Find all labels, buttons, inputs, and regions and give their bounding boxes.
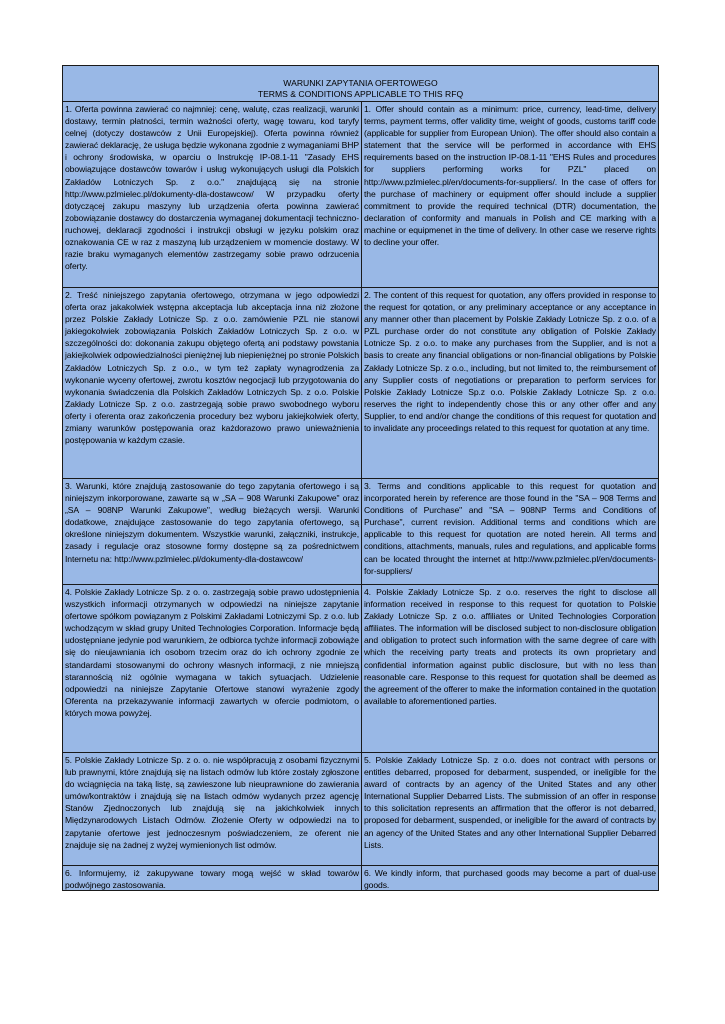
clause-polish: 2. Treść niniejszego zapytania ofertowego, otrzymana w jego odpowiedzi oferta oraz jakakolwiek wstępna akceptacja lub akceptacja inna niż złożone przez Polskie Zakłady Lotnicze Sp. z o.o. zamówienie PZL nie stanowi jakiegokolwiek zobowiązania Polskich Zakładów Lotniczych Sp. z o.o. w szczególności do: dokonania zakupu objętego ofertą ani podstawy powstania jakiejkolwiek odpowiedzialności pieniężnej lub niepieniężnej po stronie Polskich Zakładów Lotniczych Sp. z o.o., w tym też zapłaty wynagrodzenia za wykonanie wyceny ofertowej, zwrotu kosztów negocjacji lub przygotowania do wykonania świadczenia dla Polskich Zakładów Lotniczych Sp. z o.o. Polskie Zakłady Lotnicze Sp. z o.o. zastrzegają sobie prawo swobodnego wyboru oferty i oferenta oraz zakończenia procedury bez wyboru jakiejkolwiek oferty, zmiany warunków postępowania oraz każdorazowo prawo unieważnienia postępowania w każdym czasie. [63,288,362,478]
clause-polish: 3. Warunki, które znajdują zastosowanie do tego zapytania ofertowego i są niniejszym inkorporowane, zawarte są w „SA – 908 Warunki Zakupowe" oraz „SA – 908NP Warunki Zakupowe", według bieżących wersji. Warunki dodatkowe, znajdujące zastosowanie do tego zapytania ofertowego, są określone niniejszym dokumentem. Wszystkie warunki, załączniki, instrukcje, zasady i regulacje oraz stosowne formy dostępne są za pośrednictwem Internetu na: http://www.pzlmielec.pl/dokumenty-dla-dostawcow/ [63,479,362,584]
clause-polish: 4. Polskie Zakłady Lotnicze Sp. z o. o. zastrzegają sobie prawo udostępnienia wszystkich informacji otrzymanych w odpowiedzi na niniejsze zapytanie ofertowe spółkom powiązanym z Polskimi Zakładami Lotniczymi Sp. z o.o. lub wchodzącym w skład grupy United Technologies Corporation. Informacje będą udostępniane jedynie pod warunkiem, że odbiorca tychże informacji zobowiąże się do nieujawniania ich osobom trzecim oraz do ich ochrony zgodnie ze standardami stosowanymi do ochrony własnych informacji, z nie mniejszą starannością niż ogólnie wymagana w takich sytuacjach. Udzielenie odpowiedzi na niniejsze Zapytanie Ofertowe stanowi wyrażenie zgody Oferenta na przekazywanie informacji zawartych w ofercie podmiotom, o których mowa powyżej. [63,585,362,752]
table-row [63,753,658,866]
rfq-terms-table [62,65,659,891]
clause-polish: 6. Informujemy, iż zakupywane towary mogą wejść w skład towarów podwójnego zastosowania. [63,866,362,890]
title-english: TERMS & CONDITIONS APPLICABLE TO THIS RFQ [257,89,464,99]
clause-english: 5. Polskie Zakłady Lotnicze Sp. z o.o. does not contract with persons or entitles debarred, proposed for debarment, suspended, or ineligible for the award of contracts by an agency of the United States and any other International Supplier Debarred Lists. The submission of an offer in response to this solicitation represents an affirmation that the offeror is not debarred, proposed for debarment, suspended, or ineligible for the award of contracts by an agency of the United States and any other International Supplier Debarred Lists. [364,755,656,850]
title-polish: WARUNKI ZAPYTANIA OFERTOWEGO [283,78,438,88]
table-row [63,102,658,288]
clause-polish: 1. Oferta powinna zawierać co najmniej: cenę, walutę, czas realizacji, warunki dostawy, termin płatności, termin ważności oferty, wagę towaru, kod taryfy celnej (dotyczy dostawców z Unii Europejskiej). Oferta powinna również zawierać deklarację, że usługa będzie wykonana zgodnie z wymaganiami BHP i ochrony środowiska, w oparciu o Instrukcję IP-08.1-11 "Zasady EHS obowiązujące dostawców towarów i usług wykonujących usługi dla Polskich Zakładów Lotniczych Sp. z o.o." znajdującą się na stronie http://www.pzlmielec.pl/dokumenty-dla-dostawcow/ W przypadku oferty dotyczącej zakupu maszyny lub urządzenia oferta powinna zawierać zobowiązanie dostawcy do dostarczenia wymaganej dokumentacji techniczno- ruchowej, deklaracji zgodności i instrukcji obsługi w języku polskim oraz oznakowania CE w raz z maszyną lub urządzeniem w momencie dostawy. W razie braku wymaganych elementów zastrzegamy sobie prawo odrzucenia oferty. [63,102,362,287]
table-row [63,866,658,890]
clause-english: 3. Terms and conditions applicable to this request for quotation and incorporated herein by reference are those found in the "SA – 908 Terms and Conditions of Purchase" and "SA – 908NP Terms and Conditions of Purchase", current revision. Additional terms and conditions which are applicable to this request for quotation are noted herein. All terms and conditions, attachments, manuals, rules and regulations, and applicable forms can be located throught the internet at http://www.pzlmielec.pl/en/documents-for-suppliers/ [364,481,656,576]
clause-english: 4. Polskie Zakłady Lotnicze Sp. z o.o. reserves the right to disclose all information received in response to this request for quotation to Polskie Zakłady Lotnicze Sp. z o.o. affiliates or United Technologies Corporation affiliates. The information will be disclosed subject to non-disclosure obligation and obligation to protect such information with the same degree of care with which the receiving party treats and protects its own proprietary and confidential information against public disclosure, but with no less than reasonable care. Response to this request for quotation shall be deemed as the agreement of the offerer to make the information contained in the quotation available to aforementioned parties. [364,587,656,706]
clause-english: 1. Offer should contain as a minimum: price, currency, lead-time, delivery terms, payment terms, offer validity time, weight of goods, customs tariff code (applicable for supplier from European Union). The offer should also contain a statement that the service will be performed in accordance with EHS requirements based on the instruction IP-08.1-11 "EHS Rules and procedures for suppliers performing works for PZL" placed on http://www.pzlmielec.pl/en/documents-for-suppliers/. In the case of offers for the purchase of machinery or equipment offer should include a supplier commitment to provide the required technical (DTR) documentation, the declaration of conformity and manuals in Polish and CE marking with a machine or equipmenet in the time of delivery. In other case we reserve rights to decline your offer. [364,104,656,248]
table-row [63,479,658,585]
table-header [63,66,658,102]
clause-english: 6. We kindly inform, that purchased goods may become a part of dual-use goods. [364,868,656,890]
table-row [63,288,658,479]
clause-polish: 5. Polskie Zakłady Lotnicze Sp. z o. o. nie współpracują z osobami fizycznymi lub prawnymi, które znajdują się na listach odmów lub które zostały zgłoszone do wciągnięcia na taką listę, są zawieszone lub nieuprawnione do zawierania umów/kontraktów i znajdują się na listach odmów wydanych przez agencję Stanów Zjednoczonych lub znajdują się na jakichkolwiek innych Międzynarodowych Listach Odmów. Złożenie Oferty w odpowiedzi na to zapytanie ofertowe jest jednoczesnym poświadczeniem, ze oferent nie znajduje się na żadnej z wyżej wymienionych list odmów. [63,753,362,865]
table-row [63,585,658,753]
clause-english: 2. The content of this request for quotation, any offers provided in response to the request for qotation, or any preliminary acceptance or any acceptance in any manner other than placement by Polskie Zakłady Lotnicze Sp. z o.o. of a PZL purchase order do not constitute any obligation of Polskie Zakłady Lotnicze Sp. z o.o. to make any purchases from the Supplier, and is not a basis to create any financial obligations or non-financial obligations by Polskie Zakłady Lotnicze Sp. z o.o., including, but not limited to, the reimbursement of any Supplier costs of negotiations or preparation to perform services for Polskie Zakłady Lotnicze Sp.z o.o. Polskie Zakłady Lotnicze Sp. z o.o. reserves the right to independently chose this or any other offer and any Supplier, to end and/or change the conditions of this request for quotation and to invalidate any proceedings related to this request for quotation at any time. [364,290,656,434]
